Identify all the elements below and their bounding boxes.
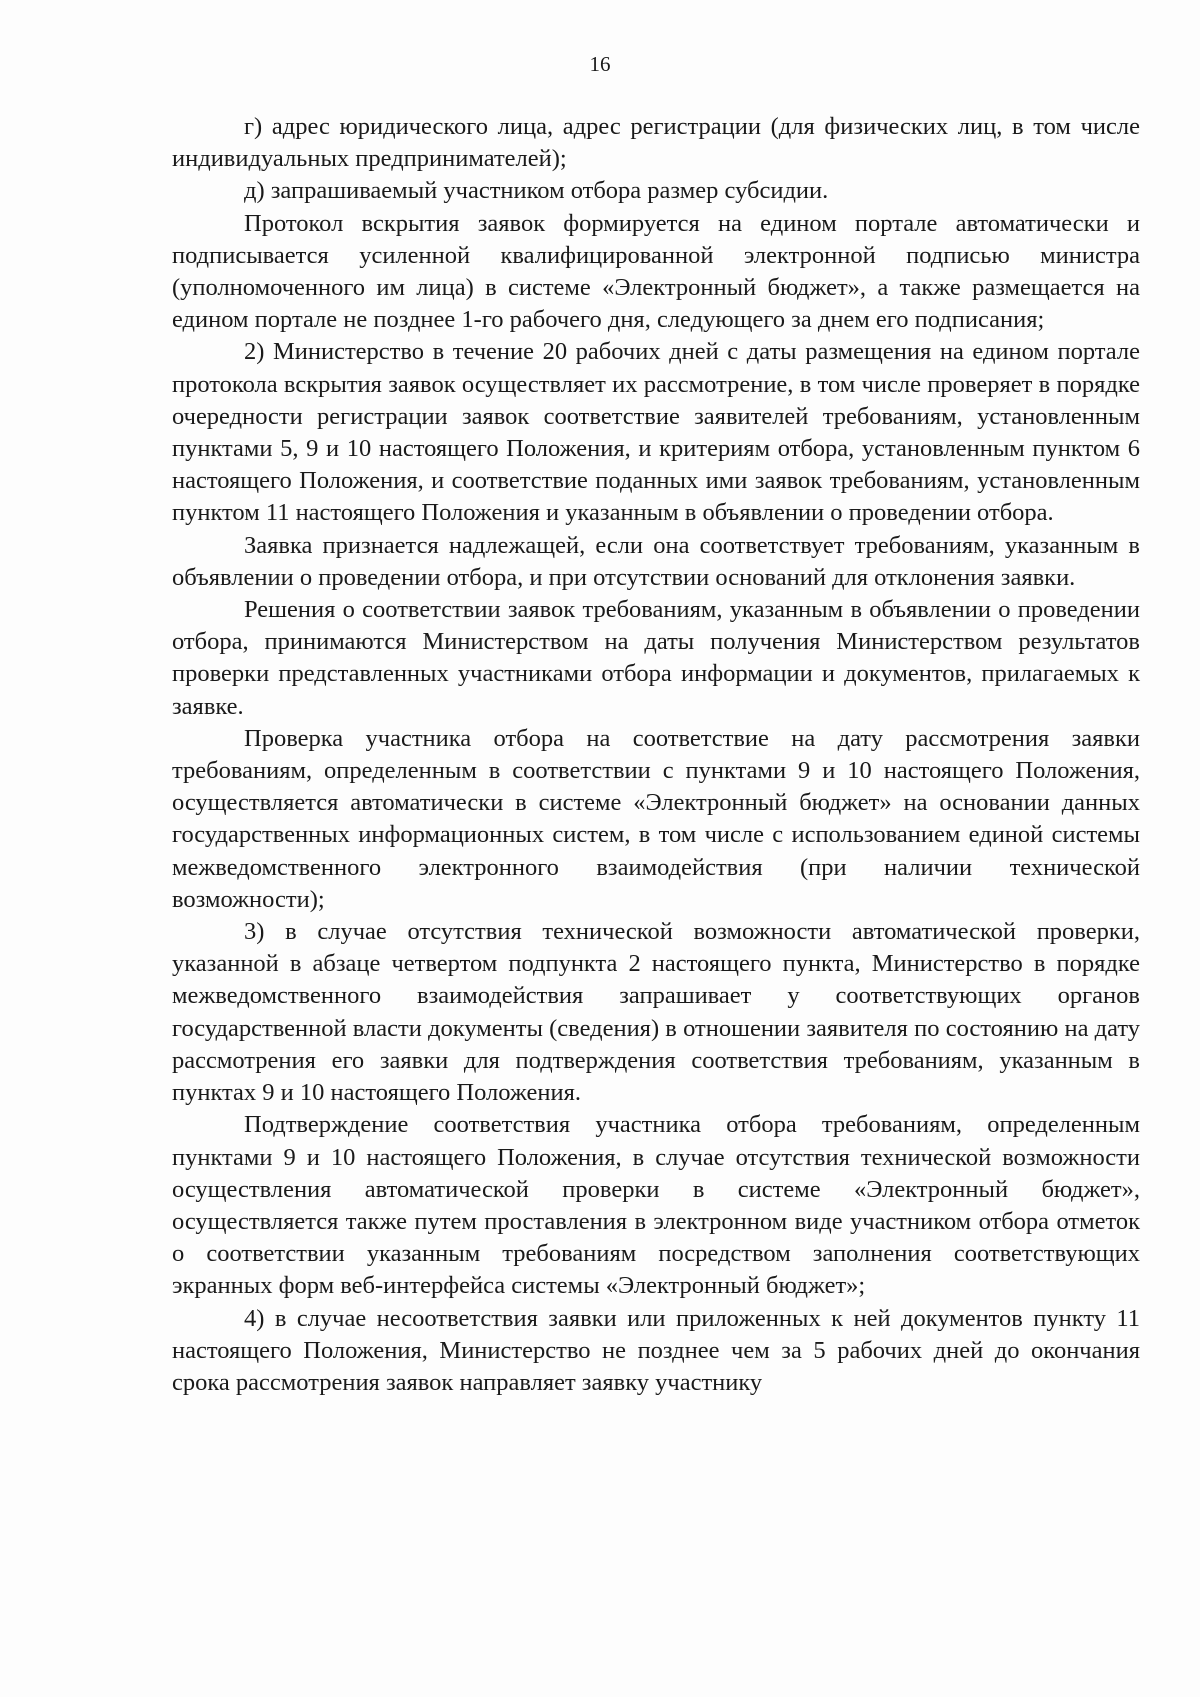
- paragraph-item-4: 4) в случае несоответствия заявки или приложенных к ней документов пункту 11 настоящего Положения, Министерство не позднее чем за 5 рабочих дней до окончания срока рассмотрения заявок направляет заявку участнику: [172, 1304, 1140, 1396]
- paragraph-protocol: Протокол вскрытия заявок формируется на едином портале автоматически и подписывается усиленной квалифицированной электронной подписью министра (уполномоченного им лица) в системе «Электронный бюджет», а также размещается на едином портале не позднее 1-го рабочего дня, следующего за днем его подписания;: [172, 209, 1140, 334]
- paragraph-item-3: 3) в случае отсутствия технической возможности автоматической проверки, указанной в абзаце четвертом подпункта 2 настоящего пункта, Министерство в порядке межведомственного взаимодействия запрашивает у соответствующих органов государственной власти документы (сведения) в отношении заявителя по состоянию на дату рассмотрения его заявки для подтверждения соответствия требованиям, указанным в пунктах 9 и 10 настоящего Положения.: [172, 918, 1140, 1107]
- paragraph-verification: Проверка участника отбора на соответствие на дату рассмотрения заявки требованиям, определенным в соответствии с пунктами 9 и 10 настоящего Положения, осуществляется автоматически в системе «Электронный бюджет» на основании данных государственных информационных систем, в том числе с использованием единой системы межведомственного электронного взаимодействия (при наличии технической возможности);: [172, 724, 1140, 913]
- paragraph-item-2: 2) Министерство в течение 20 рабочих дней с даты размещения на едином портале протокола вскрытия заявок осуществляет их рассмотрение, в том числе проверяет в порядке очередности регистрации заявок соответствие заявителей требованиям, установленным пунктами 5, 9 и 10 настоящего Положения, и критериям отбора, установленным пунктом 6 настоящего Положения, и соответствие поданных ими заявок требованиям, установленным пунктом 11 настоящего Положения и указанным в объявлении о проведении отбора.: [172, 338, 1140, 527]
- paragraph-item-g: г) адрес юридического лица, адрес регистрации (для физических лиц, в том числе индивидуальных предпринимателей);: [172, 113, 1140, 173]
- paragraph-application-proper: Заявка признается надлежащей, если она соответствует требованиям, указанным в объявлении о проведении отбора, и при отсутствии оснований для отклонения заявки.: [172, 531, 1140, 591]
- paragraph-decisions: Решения о соответствии заявок требованиям, указанным в объявлении о проведении отбора, принимаются Министерством на даты получения Министерством результатов проверки представленных участниками отбора информации и документов, прилагаемых к заявке.: [172, 596, 1140, 720]
- paragraph-item-d: д) запрашиваемый участником отбора размер субсидии.: [244, 177, 829, 205]
- paragraph-confirmation: Подтверждение соответствия участника отбора требованиям, определенным пунктами 9 и 10 настоящего Положения, в случае отсутствия технической возможности осуществления автоматической проверки в системе «Электронный бюджет», осуществляется также путем проставления в электронном виде участником отбора отметок о соответствии указанным требованиям посредством заполнения соответствующих экранных форм веб-интерфейса системы «Электронный бюджет»;: [172, 1111, 1140, 1300]
- document-body: [172, 111, 1140, 1399]
- page-number: 16: [589, 52, 611, 76]
